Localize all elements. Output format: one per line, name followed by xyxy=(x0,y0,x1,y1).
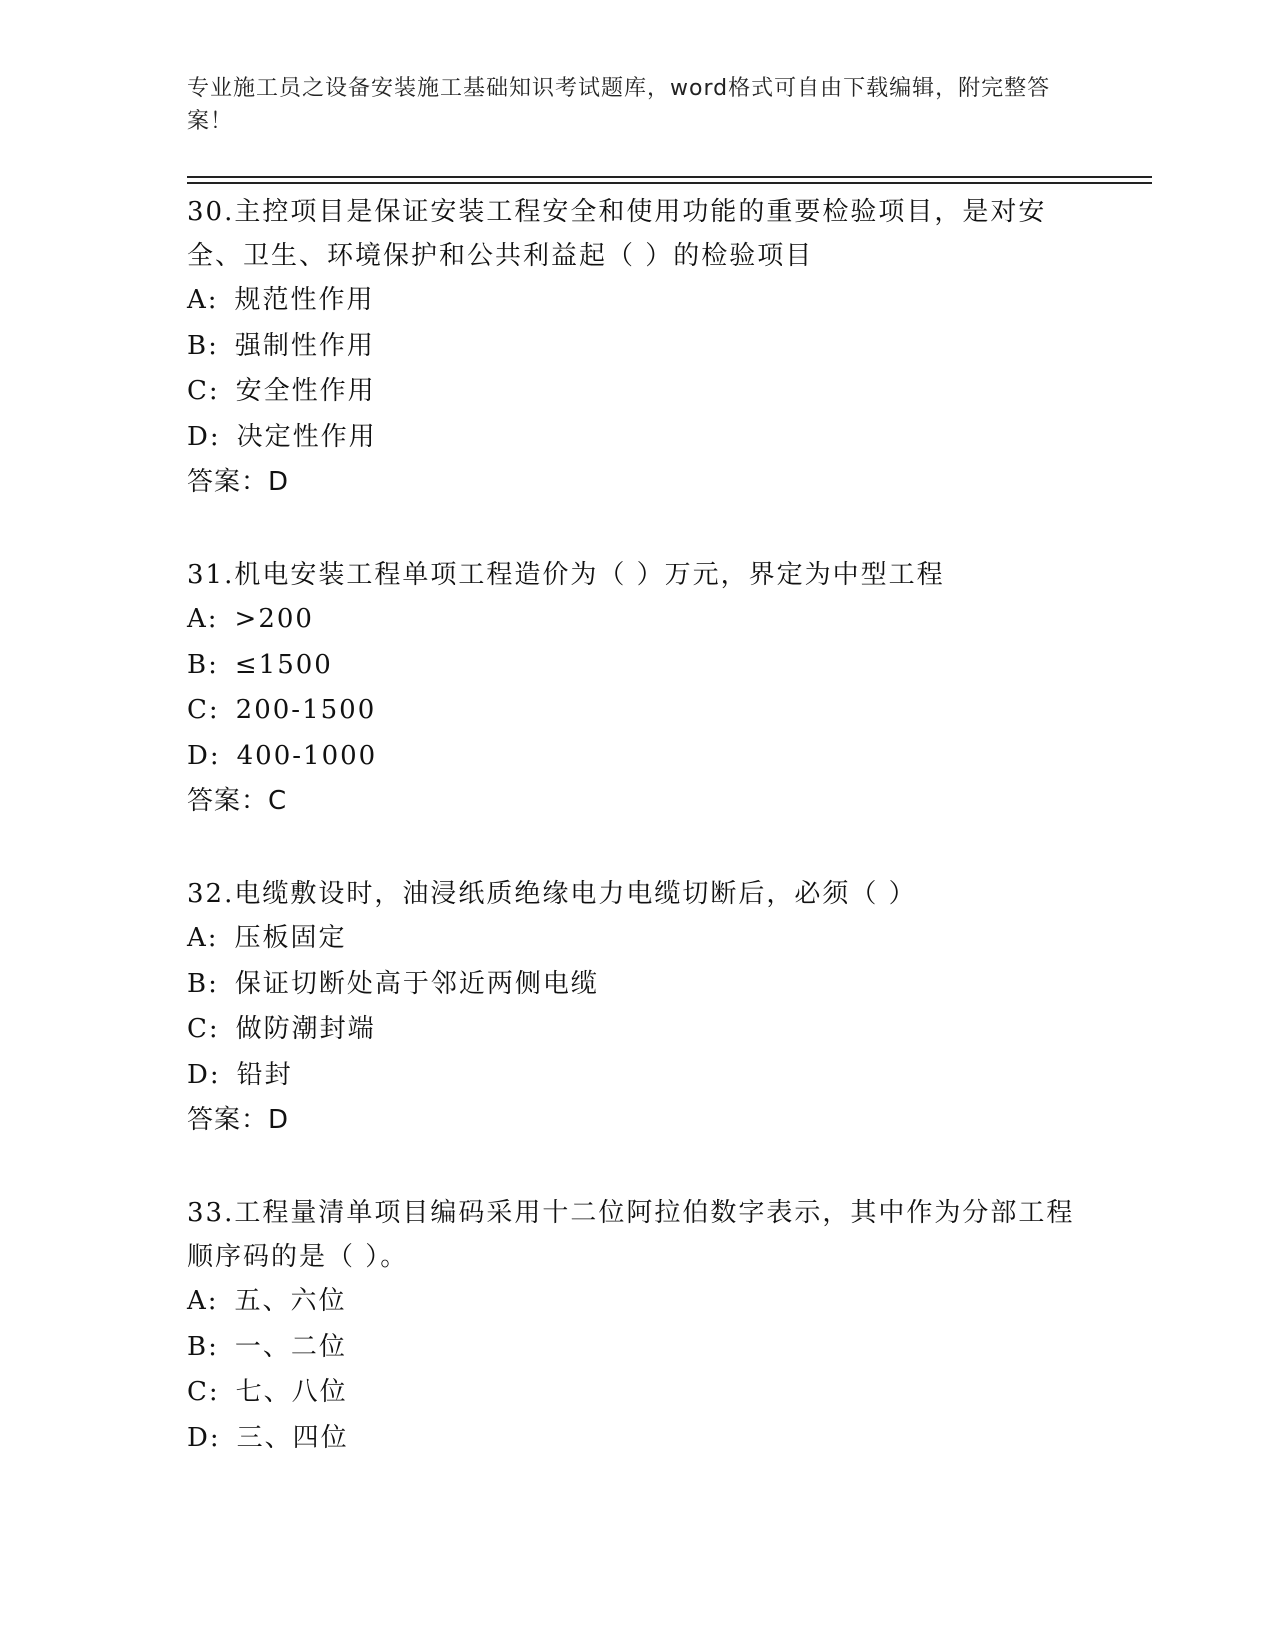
option-key: C: xyxy=(187,695,220,725)
question-text: 机电安装工程单项工程造价为（ ）万元，界定为中型工程 xyxy=(234,560,945,590)
option-key: C: xyxy=(187,376,220,406)
option-key: B: xyxy=(187,968,219,999)
question-text: 主控项目是保证安装工程安全和使用功能的重要检验项目，是对安全、卫生、环境保护和公共利益起（ ）的检验项目 xyxy=(187,197,1047,271)
option-key: C: xyxy=(187,1377,220,1407)
question-31 xyxy=(187,553,1087,824)
answer-line: 答案：D xyxy=(187,467,290,497)
option-text: 400-1000 xyxy=(236,740,378,771)
option-c xyxy=(187,369,1087,415)
option-d xyxy=(187,1416,1087,1462)
option-list xyxy=(187,1279,1087,1461)
option-c xyxy=(187,688,1087,734)
option-c xyxy=(187,1007,1087,1053)
question-stem xyxy=(187,1191,1087,1279)
option-text: 七、八位 xyxy=(235,1377,348,1407)
option-a xyxy=(187,1279,1087,1325)
option-b xyxy=(187,324,1087,370)
question-stem xyxy=(187,872,1087,916)
header-divider-top xyxy=(187,176,1152,178)
option-key: B: xyxy=(187,330,219,361)
question-number: 32. xyxy=(187,879,235,909)
option-text: 一、二位 xyxy=(234,1331,347,1362)
option-text: 200-1500 xyxy=(235,695,377,725)
question-text: 电缆敷设时，油浸纸质绝缘电力电缆切断后，必须（ ） xyxy=(234,879,917,909)
option-text: >200 xyxy=(234,604,314,634)
option-key: B: xyxy=(187,649,219,680)
option-list xyxy=(187,278,1087,460)
question-32 xyxy=(187,872,1087,1143)
option-key: D: xyxy=(187,1059,221,1090)
option-a xyxy=(187,597,1087,643)
option-key: C: xyxy=(187,1014,220,1044)
option-text: 做防潮封端 xyxy=(235,1014,376,1044)
option-b xyxy=(187,643,1087,689)
answer-line: 答案：C xyxy=(187,786,288,816)
option-list xyxy=(187,916,1087,1098)
option-d xyxy=(187,415,1087,461)
header-divider-bottom xyxy=(187,182,1152,184)
option-b xyxy=(187,1325,1087,1371)
answer-line: 答案：D xyxy=(187,1105,290,1135)
option-text: 安全性作用 xyxy=(235,376,376,406)
question-number: 31. xyxy=(187,560,235,590)
option-key: A: xyxy=(187,285,219,315)
question-number: 33. xyxy=(187,1198,235,1228)
option-c xyxy=(187,1370,1087,1416)
option-key: B: xyxy=(187,1331,219,1362)
question-number: 30. xyxy=(187,197,235,227)
question-text: 工程量清单项目编码采用十二位阿拉伯数字表示，其中作为分部工程顺序码的是（ ）。 xyxy=(187,1198,1075,1272)
document-header: 专业施工员之设备安装施工基础知识考试题库，word格式可自由下载编辑，附完整答案！ xyxy=(187,76,1051,134)
option-text: 五、六位 xyxy=(234,1286,347,1316)
option-text: 强制性作用 xyxy=(234,330,375,361)
option-text: 压板固定 xyxy=(234,923,347,953)
option-list xyxy=(187,597,1087,779)
option-key: A: xyxy=(187,604,219,634)
question-30 xyxy=(187,190,1087,505)
option-key: D: xyxy=(187,1422,221,1453)
option-text: 三、四位 xyxy=(236,1422,349,1453)
option-b xyxy=(187,962,1087,1008)
question-stem xyxy=(187,190,1087,278)
option-key: A: xyxy=(187,923,219,953)
option-text: 规范性作用 xyxy=(234,285,375,315)
option-text: 决定性作用 xyxy=(236,421,377,452)
option-a xyxy=(187,278,1087,324)
option-text: 保证切断处高于邻近两侧电缆 xyxy=(234,968,599,999)
option-key: D: xyxy=(187,421,221,452)
option-d xyxy=(187,734,1087,780)
option-d xyxy=(187,1053,1087,1099)
question-33 xyxy=(187,1191,1087,1461)
option-key: A: xyxy=(187,1286,219,1316)
option-text: ≤1500 xyxy=(234,649,333,680)
option-a xyxy=(187,916,1087,962)
option-text: 铅封 xyxy=(236,1059,293,1090)
option-key: D: xyxy=(187,740,221,771)
question-stem xyxy=(187,553,1087,597)
